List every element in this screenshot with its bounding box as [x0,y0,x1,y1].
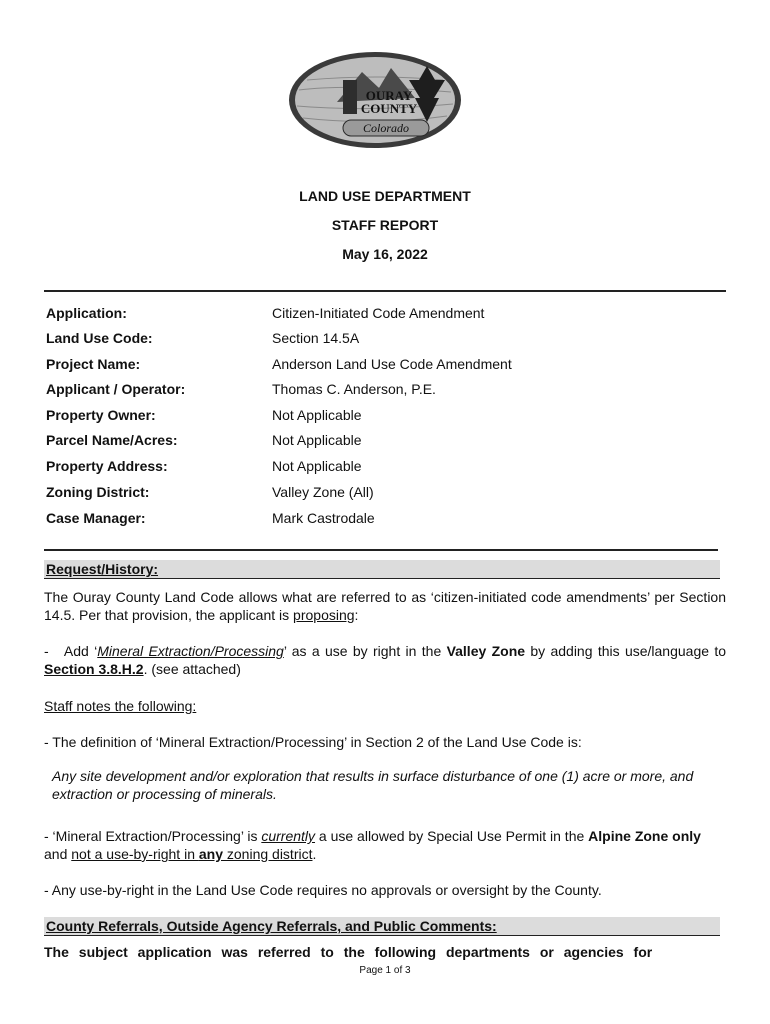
prop-label: Applicant / Operator: [46,381,186,397]
section-heading-request: Request/History: [44,560,720,579]
prop-label: Land Use Code: [46,330,153,346]
logo-line2: COUNTY [360,101,418,116]
prop-value: Not Applicable [272,407,362,423]
department-title: LAND USE DEPARTMENT [299,188,471,204]
note-text: and [44,846,72,862]
request-intro-end: : [354,607,359,623]
prop-value: Thomas C. Anderson, P.E. [272,381,436,397]
notes-item-2 [44,827,726,863]
page-number: Page 1 of 3 [359,965,411,976]
prop-label: Zoning District: [46,484,150,500]
note-any: any [198,846,223,862]
referrals-text: The subject application was referred to the following departments or agencies for [44,944,653,960]
ouray-county-logo [287,50,463,150]
logo-script: Colorado [362,121,410,135]
bullet-text: . (see attached) [143,661,241,677]
prop-value: Section 14.5A [272,330,360,346]
notes-item-1: - The definition of ‘Mineral Extraction/Processing’ in Section 2 of the Land Use Code is: [44,734,582,750]
prop-label: Property Owner: [46,407,156,423]
request-intro [44,588,726,624]
notes-heading: Staff notes the following: [44,698,197,714]
section-heading-referrals: County Referrals, Outside Agency Referrals, and Public Comments: [44,917,720,936]
prop-value: Anderson Land Use Code Amendment [272,356,512,372]
notes-definition: Any site development and/or exploration that results in surface disturbance of one (1) acre or more, and extraction or processing of minerals. [52,768,694,802]
bullet-section: Section 3.8.H.2 [44,661,144,677]
prop-value: Not Applicable [272,432,362,448]
properties-rule [44,549,718,551]
logo-line1: OURAY [365,88,413,103]
request-intro-text: The Ouray County Land Code allows what are referred to as ‘citizen-initiated code amendments’ per Section 14.5. Per that provision, the applicant is [44,589,726,623]
note-emph: currently [261,828,316,844]
request-intro-emph: proposing [293,607,355,623]
prop-label: Property Address: [46,458,168,474]
request-bullet [44,642,726,678]
report-date: May 16, 2022 [342,246,428,262]
note-zone: Alpine Zone only [588,828,701,844]
note-underline: not a use-by-right in [71,846,199,862]
notes-item-3: - Any use-by-right in the Land Use Code requires no approvals or oversight by the County. [44,882,602,898]
bullet-text: - Add ‘ [44,643,98,659]
bullet-zone: Valley Zone [446,643,526,659]
prop-label: Parcel Name/Acres: [46,432,178,448]
bullet-use: Mineral Extraction/Processing [97,643,284,659]
note-text: - ‘Mineral Extraction/Processing’ is [44,828,262,844]
header-rule [44,290,726,292]
prop-label: Application: [46,305,127,321]
note-text: . [312,846,317,862]
prop-label: Case Manager: [46,510,146,526]
report-title: STAFF REPORT [331,217,439,233]
prop-label: Project Name: [46,356,141,372]
prop-value: Mark Castrodale [272,510,375,526]
bullet-text: ’ as a use by right in the [283,643,447,659]
prop-value: Citizen-Initiated Code Amendment [272,305,485,321]
note-text: a use allowed by Special Use Permit in the [315,828,589,844]
bullet-text: by adding this use/language to [525,643,727,659]
note-underline: zoning district [223,846,313,862]
prop-value: Not Applicable [272,458,362,474]
prop-value: Valley Zone (All) [272,484,374,500]
